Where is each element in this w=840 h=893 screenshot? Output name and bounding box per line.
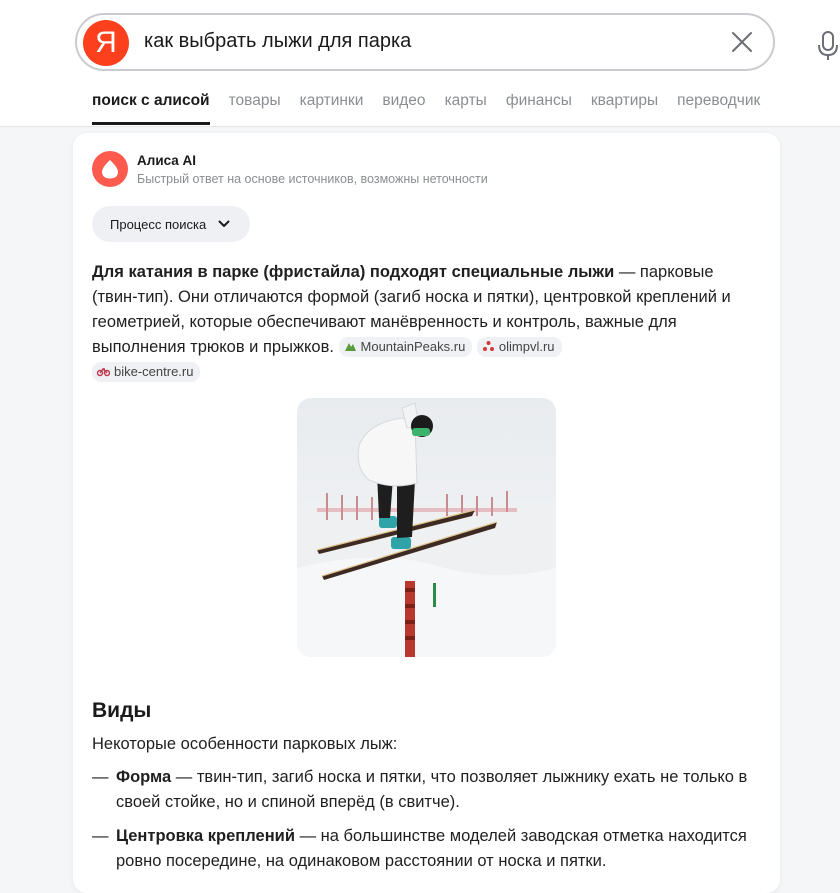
chevron-down-icon <box>218 219 230 229</box>
answer-paragraph <box>92 260 762 385</box>
tab-finance[interactable]: финансы <box>505 92 572 109</box>
tab-alice-search[interactable]: поиск с алисой <box>92 92 210 125</box>
answer-text: — парковые (твин-тип). Они отличаются формой (загиб носка и пятки), центровкой креплений и геометрией, которые обеспечивают манёвренность и контроль, важные для выполнения трюков и прыжков. <box>92 263 731 356</box>
tab-images[interactable]: картинки <box>299 92 364 109</box>
search-process-label: Процесс поиска <box>110 217 207 232</box>
source-chip-bike-centre[interactable] <box>92 362 200 382</box>
list-item <box>92 824 752 874</box>
list-item <box>92 765 752 815</box>
alice-title: Алиса AI <box>137 153 197 168</box>
tab-video[interactable]: видео <box>382 92 426 109</box>
alice-logo <box>92 151 128 187</box>
clear-search-button[interactable] <box>727 27 757 57</box>
source-label: bike-centre.ru <box>114 364 194 379</box>
mountain-icon <box>344 340 357 352</box>
list-dash: — <box>92 768 109 786</box>
yandex-logo[interactable]: Я <box>83 20 129 66</box>
search-input[interactable]: как выбрать лыжи для парка <box>144 30 412 52</box>
microphone-icon <box>814 26 840 62</box>
dots-icon <box>482 340 495 352</box>
alice-answer-card <box>73 133 780 893</box>
voice-search-button[interactable] <box>814 26 840 62</box>
search-tabs <box>92 92 779 126</box>
search-process-button[interactable] <box>92 206 250 242</box>
tab-translator[interactable]: переводчик <box>677 92 761 109</box>
list-item-text: — на большинстве моделей заводская отметка находится ровно посередине, на одинаковом расстоянии от носка и пятки. <box>116 827 747 870</box>
tab-maps[interactable]: карты <box>444 92 487 109</box>
tab-apartments[interactable]: квартиры <box>590 92 659 109</box>
alice-disclaimer: Быстрый ответ на основе источников, возможны неточности <box>137 172 488 186</box>
bike-icon <box>97 365 110 377</box>
close-icon <box>727 27 757 57</box>
list-dash: — <box>92 827 109 845</box>
list-item-term: Форма <box>116 768 172 786</box>
source-chip-olimpvl[interactable] <box>477 337 562 357</box>
skier-image <box>297 398 556 657</box>
answer-bold: Для катания в парке (фристайла) подходят специальные лыжи <box>92 263 615 281</box>
search-box[interactable] <box>75 13 775 71</box>
section-heading: Виды <box>92 699 152 722</box>
section-intro: Некоторые особенности парковых лыж: <box>92 735 398 753</box>
header <box>0 0 840 127</box>
alice-icon <box>101 159 119 179</box>
source-chip-mountainpeaks[interactable] <box>339 337 473 357</box>
source-label: MountainPeaks.ru <box>360 339 466 354</box>
source-label: olimpvl.ru <box>498 339 555 354</box>
list-item-term: Центровка креплений <box>116 827 295 845</box>
freestyle-ski-photo[interactable] <box>297 398 556 657</box>
list-item-text: — твин-тип, загиб носка и пятки, что позволяет лыжнику ехать не только в своей стойке, но и спиной вперёд (в свитче). <box>116 768 748 811</box>
tab-products[interactable]: товары <box>228 92 281 109</box>
